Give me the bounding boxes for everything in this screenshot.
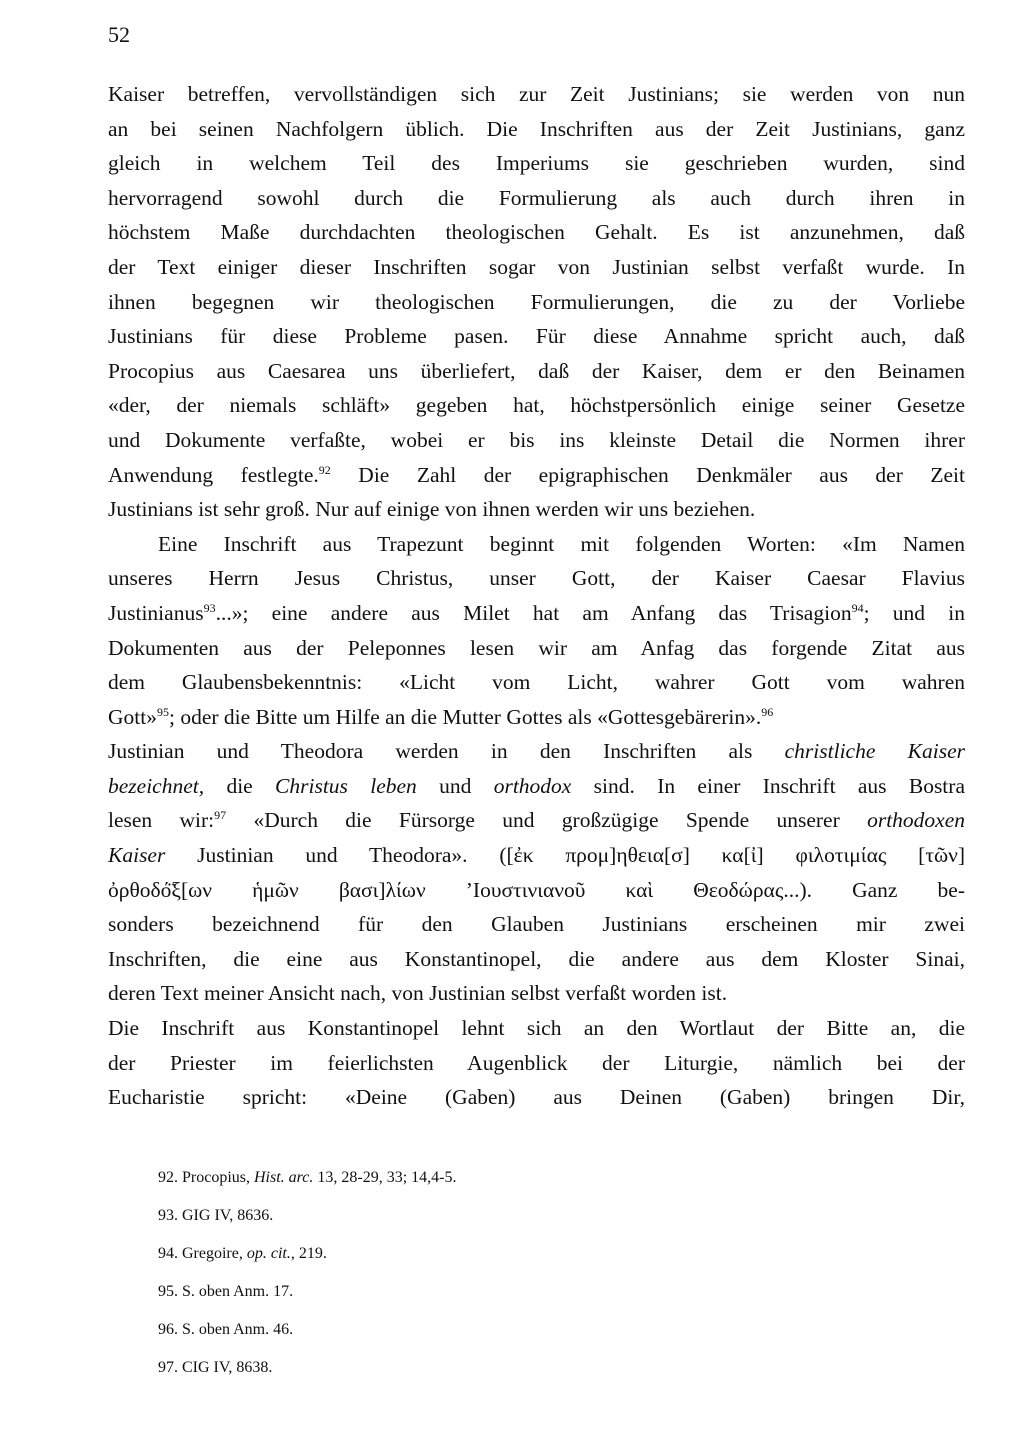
text-line: [108, 873, 965, 908]
text: Die Inschrift aus Konstantinopel lehnt sich an den Wortlaut der Bitte an, die: [108, 1016, 965, 1041]
text: Dokumenten aus der Peleponnes lesen wir am Anfag das forgende Zitat aus: [108, 635, 965, 660]
text: der Priester im feierlichsten Augenblick der Liturgie, nämlich bei der: [108, 1050, 965, 1075]
text-line: [108, 181, 965, 216]
italic-text: Christus leben: [275, 773, 417, 798]
text: Justinianus: [108, 600, 204, 625]
text: Procopius aus Caesarea uns überliefert, daß der Kaiser, dem er den Beinamen: [108, 358, 965, 383]
text-line: [108, 492, 965, 527]
footnote-text: 93. GIG IV, 8636.: [158, 1207, 274, 1224]
text: dem Glaubensbekenntnis: «Licht vom Licht, wahrer Gott vom wahren: [108, 670, 965, 695]
italic-text: orthodox: [493, 773, 572, 798]
text: «der, der niemals schläft» gegeben hat, höchstpersönlich einige seiner Gesetze: [108, 393, 965, 418]
footnote-ref-93: 93: [203, 600, 216, 615]
footnote-ref-96: 96: [761, 704, 774, 719]
footnote-text: 13, 28-29, 33; 14,4-5.: [313, 1169, 457, 1186]
text-line: [108, 112, 965, 147]
text-line: [108, 1080, 965, 1115]
text-line: [108, 215, 965, 250]
text: Eucharistie spricht: «Deine (Gaben) aus Deinen (Gaben) bringen Dir,: [108, 1085, 965, 1110]
footnote-text: 92. Procopius,: [158, 1169, 254, 1186]
footnote-italic: Hist. arc.: [254, 1169, 314, 1186]
text: und: [416, 773, 494, 798]
footnote-95: [158, 1282, 293, 1302]
text: höchstem Maße durchdachten theologischen Gehalt. Es ist anzunehmen, daß: [108, 220, 965, 245]
text-line: [108, 769, 965, 804]
text-line: [108, 250, 965, 285]
text: sind. In einer Inschrift aus Bostra: [571, 773, 965, 798]
text-line: [108, 734, 965, 769]
text: ihnen begegnen wir theologischen Formulierungen, die zu der Vorliebe: [108, 289, 965, 314]
text-line: [108, 700, 965, 735]
text: ὀρθοδό̈ξ[ων ἡμῶν βασι]λίων ’Ιουστινιανοῦ καὶ Θεοδώρας...). Ganz be-: [108, 877, 965, 902]
text-line: [108, 942, 965, 977]
text-line: [108, 838, 965, 873]
text: die: [204, 773, 276, 798]
text: und Dokumente verfaßte, wobei er bis ins kleinste Detail die Normen ihrer: [108, 427, 965, 452]
text: Eine Inschrift aus Trapezunt beginnt mit folgenden Worten: «Im Namen: [158, 531, 965, 556]
footnote-text: 96. S. oben Anm. 46.: [158, 1321, 294, 1338]
footnote-text: 97. CIG IV, 8638.: [158, 1359, 273, 1376]
text: Anwendung festlegte.: [108, 462, 319, 487]
text: sonders bezeichnend für den Glauben Justinians erscheinen mir zwei: [108, 912, 965, 937]
text-line: [108, 388, 965, 423]
text-line: [108, 976, 965, 1011]
italic-text: bezeichnet,: [108, 773, 205, 798]
italic-text: Kaiser: [108, 843, 166, 868]
text-line: [108, 354, 965, 389]
footnote-text: 94. Gregoire,: [158, 1245, 247, 1262]
text-line: [108, 1046, 965, 1081]
text-line: [108, 561, 965, 596]
italic-text: christliche Kaiser: [784, 739, 965, 764]
text: «Durch die Fürsorge und großzügige Spende unserer: [226, 808, 868, 833]
footnote-ref-97: 97: [214, 808, 227, 823]
text: Justinians ist sehr groß. Nur auf einige von ihnen werden wir uns beziehen.: [108, 497, 756, 522]
footnote-93: [158, 1206, 273, 1226]
text-line: [108, 458, 965, 493]
text: gleich in welchem Teil des Imperiums sie geschrieben wurden, sind: [108, 151, 965, 176]
text-line: [108, 596, 965, 631]
text-line: [108, 423, 965, 458]
text: ...»; eine andere aus Milet hat am Anfang das Trisagion: [215, 600, 852, 625]
text: Gott»: [108, 704, 157, 729]
body-text: [108, 77, 965, 1115]
text: Justinians für diese Probleme pasen. Für diese Annahme spricht auch, daß: [108, 324, 965, 349]
footnote-ref-95: 95: [156, 704, 169, 719]
text: Inschriften, die eine aus Konstantinopel, die andere aus dem Kloster Sinai,: [108, 946, 965, 971]
text-line: [108, 665, 965, 700]
text-line: [108, 631, 965, 666]
text: Die Zahl der epigraphischen Denkmäler aus der Zeit: [330, 462, 965, 487]
text-line: [108, 527, 965, 562]
footnote-97: [158, 1358, 272, 1378]
footnote-italic: op. cit.: [246, 1245, 291, 1262]
text: lesen wir:: [108, 808, 215, 833]
text: deren Text meiner Ansicht nach, von Justinian selbst verfaßt worden ist.: [108, 981, 728, 1006]
text-line: [108, 77, 965, 112]
text: unseres Herrn Jesus Christus, unser Gott, der Kaiser Caesar Flavius: [108, 566, 965, 591]
footnote-ref-94: 94: [851, 600, 864, 615]
footnote-ref-92: 92: [318, 462, 331, 477]
footnote-text: , 219.: [290, 1245, 327, 1262]
footnote-text: 95. S. oben Anm. 17.: [158, 1283, 294, 1300]
text-line: [108, 907, 965, 942]
text: ; oder die Bitte um Hilfe an die Mutter Gottes als «Gottesgebärerin».: [168, 704, 762, 729]
text-line: [108, 146, 965, 181]
italic-text: orthodoxen: [867, 808, 966, 833]
footnote-94: [158, 1244, 327, 1264]
footnote-96: [158, 1320, 293, 1340]
text: Justinian und Theodora». ([ἐκ προμ]ηθεια[σ] κα[ἰ] φιλοτιμίας [τῶν]: [165, 843, 965, 868]
text-line: [108, 285, 965, 320]
text-line: [108, 803, 965, 838]
text: Justinian und Theodora werden in den Inschriften als: [108, 739, 785, 764]
footnote-92: [158, 1168, 457, 1188]
text-line: [108, 319, 965, 354]
text: Kaiser betreffen, vervollständigen sich zur Zeit Justinians; sie werden von nun: [108, 82, 965, 106]
text: hervorragend sowohl durch die Formulierung als auch durch ihren in: [108, 185, 965, 210]
text-line: [108, 1011, 965, 1046]
text: an bei seinen Nachfolgern üblich. Die Inschriften aus der Zeit Justinians, ganz: [108, 116, 965, 141]
page-number: 52: [108, 22, 130, 47]
text: der Text einiger dieser Inschriften sogar von Justinian selbst verfaßt wurde. In: [108, 254, 965, 279]
text: ; und in: [863, 600, 965, 625]
